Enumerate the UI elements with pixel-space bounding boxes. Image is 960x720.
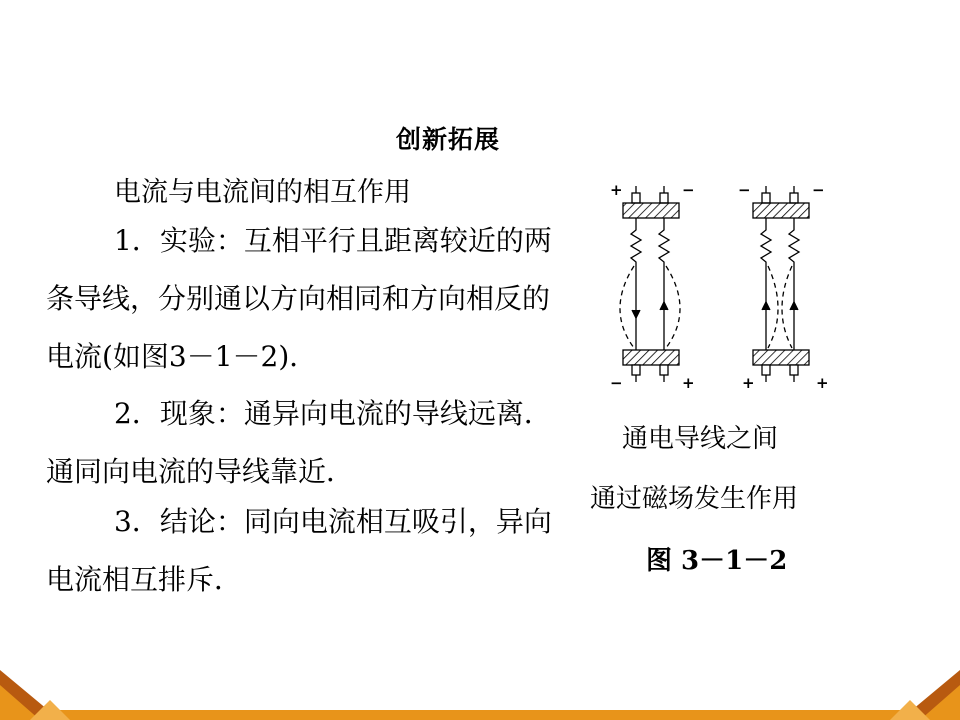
paragraph-experiment: 1．实验：互相平行且距离较近的两条导线，分别通以方向相同和方向相反的电流(如图3－1－2)． [46,224,552,373]
topic-title: 电流与电流间的相互作用 [114,177,411,208]
sign-right-bottom-1: + [742,374,755,392]
paragraph-phenomenon: 2．现象：通异向电流的导线远离．通同向电流的导线靠近． [46,397,552,488]
figure-number: 图 3－1－2 [646,546,788,576]
sign-left-bottom-2: + [682,374,695,392]
bottom-decoration [0,660,960,720]
figure-caption-line1: 通电导线之间 [622,424,779,454]
sign-left-top-1: + [610,181,623,199]
parallel-wires-diagram [600,178,840,393]
left-setup [620,186,680,382]
sign-left-top-2: − [682,181,695,199]
right-setup [753,186,809,382]
section-heading: 创新拓展 [396,125,501,154]
sign-right-top-1: − [738,181,751,199]
sign-left-bottom-1: − [610,374,623,392]
paragraph-conclusion: 3．结论：同向电流相互吸引，异向电流相互排斥． [46,505,552,596]
sign-right-top-2: − [812,181,825,199]
figure-caption-line2: 通过磁场发生作用 [590,484,799,514]
sign-right-bottom-2: + [816,374,829,392]
